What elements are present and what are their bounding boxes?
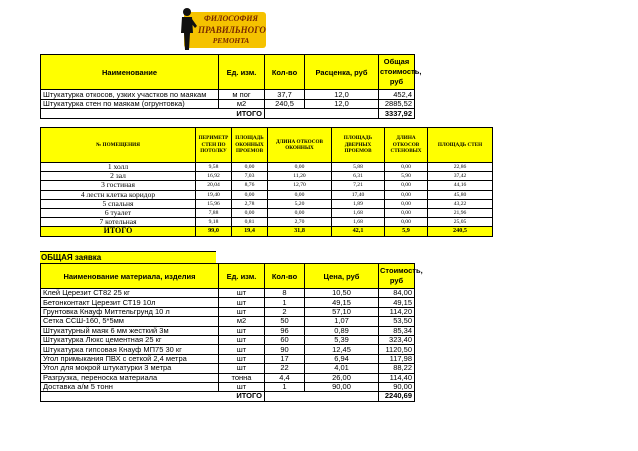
table-row [41,373,415,382]
cell-unit: шт [219,382,265,391]
cell-material: Разгрузка, переноска материала [41,373,219,382]
cell-rate: 12,0 [305,90,379,100]
cell-cost: 49,15 [379,298,415,307]
table-row [41,190,493,199]
table-row [41,354,415,363]
table-row [41,335,415,344]
cell-cost: 114,40 [379,373,415,382]
header-name: Наименование [41,55,219,90]
worker-figure-icon [176,6,198,52]
cell-value: 7,21 [332,181,385,190]
cell-value: 0,00 [268,208,332,217]
cell-value: 44,16 [428,181,493,190]
cell-material: Бетонконтакт Церезит СТ19 10л [41,298,219,307]
cell-price: 0,89 [305,326,379,335]
header-qty: Кол-во [265,264,305,289]
header-total-cost: Общая стоимость, руб [379,55,415,90]
cell-value: 5,90 [385,172,428,181]
table-row [41,317,415,326]
total-value: 2240,69 [379,392,415,401]
cell-rate: 12,0 [305,99,379,109]
header-price: Цена, руб [305,264,379,289]
cell-value: 0,00 [268,190,332,199]
cell-qty: 60 [265,335,305,344]
cell-material: Сетка ССШ-160, 5*5мм [41,317,219,326]
cell-material: Штукатурка Люкс цементная 25 кг [41,335,219,344]
cell-cost: 117,98 [379,354,415,363]
total-row [41,392,415,401]
cell-price: 5,39 [305,335,379,344]
cell-price: 49,15 [305,298,379,307]
table-row [41,307,415,316]
plaster-work-table [40,54,422,119]
cell-qty: 50 [265,317,305,326]
cell-unit: шт [219,345,265,354]
cell-unit: шт [219,289,265,298]
total-wall-slopes: 5,9 [385,227,428,236]
cell-value: 1,68 [332,218,385,227]
cell-room: 2 зал [41,172,196,181]
cell-value: 11,20 [268,172,332,181]
logo-line-1: ФИЛОСОФИЯ [203,14,259,23]
header-material: Наименование материала, изделия [41,264,219,289]
table-row [41,99,415,109]
cell-value: 1,68 [332,208,385,217]
room-measurements-table [40,127,493,237]
cell-value: 7,88 [196,208,232,217]
cell-value: 7,03 [232,172,268,181]
cell-cost: 452,4 [379,90,415,100]
cell-value: 5,20 [268,199,332,208]
cell-room: 1 холл [41,163,196,172]
total-window-area: 19,4 [232,227,268,236]
cell-room: 4 лестн клетка коридор [41,190,196,199]
cell-price: 57,10 [305,307,379,316]
cell-value: 0,00 [385,181,428,190]
cell-cost: 53,50 [379,317,415,326]
cell-price: 4,01 [305,364,379,373]
total-wall-area: 240,5 [428,227,493,236]
table-row [41,181,493,190]
cell-value: 0,00 [385,208,428,217]
header-rate: Расценка, руб [305,55,379,90]
cell-value: 2,78 [232,199,268,208]
cell-price: 10,50 [305,289,379,298]
cell-price: 90,00 [305,382,379,391]
table-row [41,298,415,307]
cell-value: 0,81 [232,218,268,227]
cell-unit: м2 [219,317,265,326]
header-unit: Ед. изм. [219,264,265,289]
cell-qty: 1 [265,298,305,307]
cell-qty: 96 [265,326,305,335]
total-label: ИТОГО [41,109,265,119]
cell-material: Штукатурка гипсовая Кнауф МП75 30 кг [41,345,219,354]
cell-qty: 37,7 [265,90,305,100]
cell-value: 0,00 [232,190,268,199]
cell-qty: 8 [265,289,305,298]
cell-qty: 17 [265,354,305,363]
cell-value: 5,88 [332,163,385,172]
materials-order-table [40,263,423,402]
header-door-area: ПЛОЩАДЬ ДВЕРНЫХ ПРОЕМОВ [332,128,385,163]
cell-cost: 84,00 [379,289,415,298]
cell-room: 5 спальня [41,199,196,208]
cell-qty: 2 [265,307,305,316]
cell-cost: 323,40 [379,335,415,344]
cell-value: 0,00 [232,208,268,217]
cell-value: 12,70 [268,181,332,190]
cell-unit: шт [219,335,265,344]
cell-room: 7 котельная [41,218,196,227]
cell-unit: тонна [219,373,265,382]
cell-name: Штукатурка стен по маякам (огрунтовка) [41,99,219,109]
header-unit: Ед. изм. [219,55,265,90]
cell-unit: шт [219,354,265,363]
cell-value: 0,00 [385,190,428,199]
header-qty: Кол-во [265,55,305,90]
cell-material: Угол для мокрой штукатурки 3 метра [41,364,219,373]
cell-qty: 22 [265,364,305,373]
table-row [41,326,415,335]
cell-material: Клей Церезит СТ82 25 кг [41,289,219,298]
cell-room: 6 туалет [41,208,196,217]
cell-qty: 240,5 [265,99,305,109]
cell-value: 0,00 [385,218,428,227]
cell-qty: 1 [265,382,305,391]
total-door-area: 42,1 [332,227,385,236]
header-room: № ПОМЕЩЕНИЯ [41,128,196,163]
total-label: ИТОГО [41,392,265,401]
cell-cost: 88,22 [379,364,415,373]
cell-value: 16,92 [196,172,232,181]
cell-value: 0,00 [385,199,428,208]
cell-value: 25,05 [428,218,493,227]
cell-qty: 90 [265,345,305,354]
cell-value: 22,86 [428,163,493,172]
cell-cost: 85,34 [379,326,415,335]
header-window-area: ПЛОЩАДЬ ОКОННЫХ ПРОЕМОВ [232,128,268,163]
cell-value: 0,00 [232,163,268,172]
cell-value: 17,40 [332,190,385,199]
cell-value: 20,04 [196,181,232,190]
cell-value: 0,00 [385,163,428,172]
table-row [41,364,415,373]
cell-unit: м2 [219,99,265,109]
cell-material: Грунтовка Кнауф Миттельгрунд 10 л [41,307,219,316]
cell-unit: шт [219,298,265,307]
table-header-row [41,55,415,90]
header-window-slopes: ДЛИНА ОТКОСОВ ОКОННЫХ [268,128,332,163]
table-header-row [41,128,493,163]
cell-value: 1,89 [332,199,385,208]
cell-value: 9,58 [196,163,232,172]
total-window-slopes: 31,8 [268,227,332,236]
header-perimeter: ПЕРИМЕТР СТЕН ПО ПОТОЛКУ [196,128,232,163]
cell-cost: 90,00 [379,382,415,391]
header-cost: Стоимость, руб [379,264,415,289]
cell-value: 0,00 [268,163,332,172]
cell-name: Штукатурка откосов, узких участков по маякам [41,90,219,100]
table-row [41,289,415,298]
table-row [41,382,415,391]
cell-value: 9,18 [196,218,232,227]
cell-cost: 1120,50 [379,345,415,354]
table-row [41,163,493,172]
cell-value: 8,76 [232,181,268,190]
cell-qty: 4,4 [265,373,305,382]
cell-value: 21,96 [428,208,493,217]
header-wall-slopes: ДЛИНА ОТКОСОВ СТЕНОВЫХ [385,128,428,163]
header-wall-area: ПЛОЩАДЬ СТЕН [428,128,493,163]
cell-value: 37,42 [428,172,493,181]
cell-material: Штукатурный маяк 6 мм жесткий 3м [41,326,219,335]
cell-material: Доставка а/м 5 тонн [41,382,219,391]
cell-value: 43,22 [428,199,493,208]
company-logo [176,6,266,50]
general-order-caption: ОБЩАЯ заявка [40,251,216,264]
cell-unit: м пог [219,90,265,100]
total-perimeter: 99,0 [196,227,232,236]
cell-price: 26,00 [305,373,379,382]
logo-line-3: РЕМОНТА [212,36,250,45]
total-label: ИТОГО [41,227,196,236]
logo-line-2: ПРАВИЛЬНОГО [198,25,266,35]
cell-unit: шт [219,364,265,373]
cell-material: Угол примыкания ПВХ с сеткой 2,4 метра [41,354,219,363]
cell-price: 1,07 [305,317,379,326]
table-row [41,90,415,100]
cell-room: 3 гостиная [41,181,196,190]
cell-value: 6,31 [332,172,385,181]
cell-price: 12,45 [305,345,379,354]
cell-value: 15,96 [196,199,232,208]
total-value: 3337,92 [379,109,415,119]
total-row [41,109,415,119]
cell-price: 6,94 [305,354,379,363]
table-header-row [41,264,415,289]
total-row [41,227,493,236]
cell-value: 2,70 [268,218,332,227]
table-row [41,345,415,354]
cell-value: 19,40 [196,190,232,199]
cell-cost: 2885,52 [379,99,415,109]
cell-unit: шт [219,307,265,316]
cell-cost: 114,20 [379,307,415,316]
cell-value: 45,80 [428,190,493,199]
cell-unit: шт [219,326,265,335]
